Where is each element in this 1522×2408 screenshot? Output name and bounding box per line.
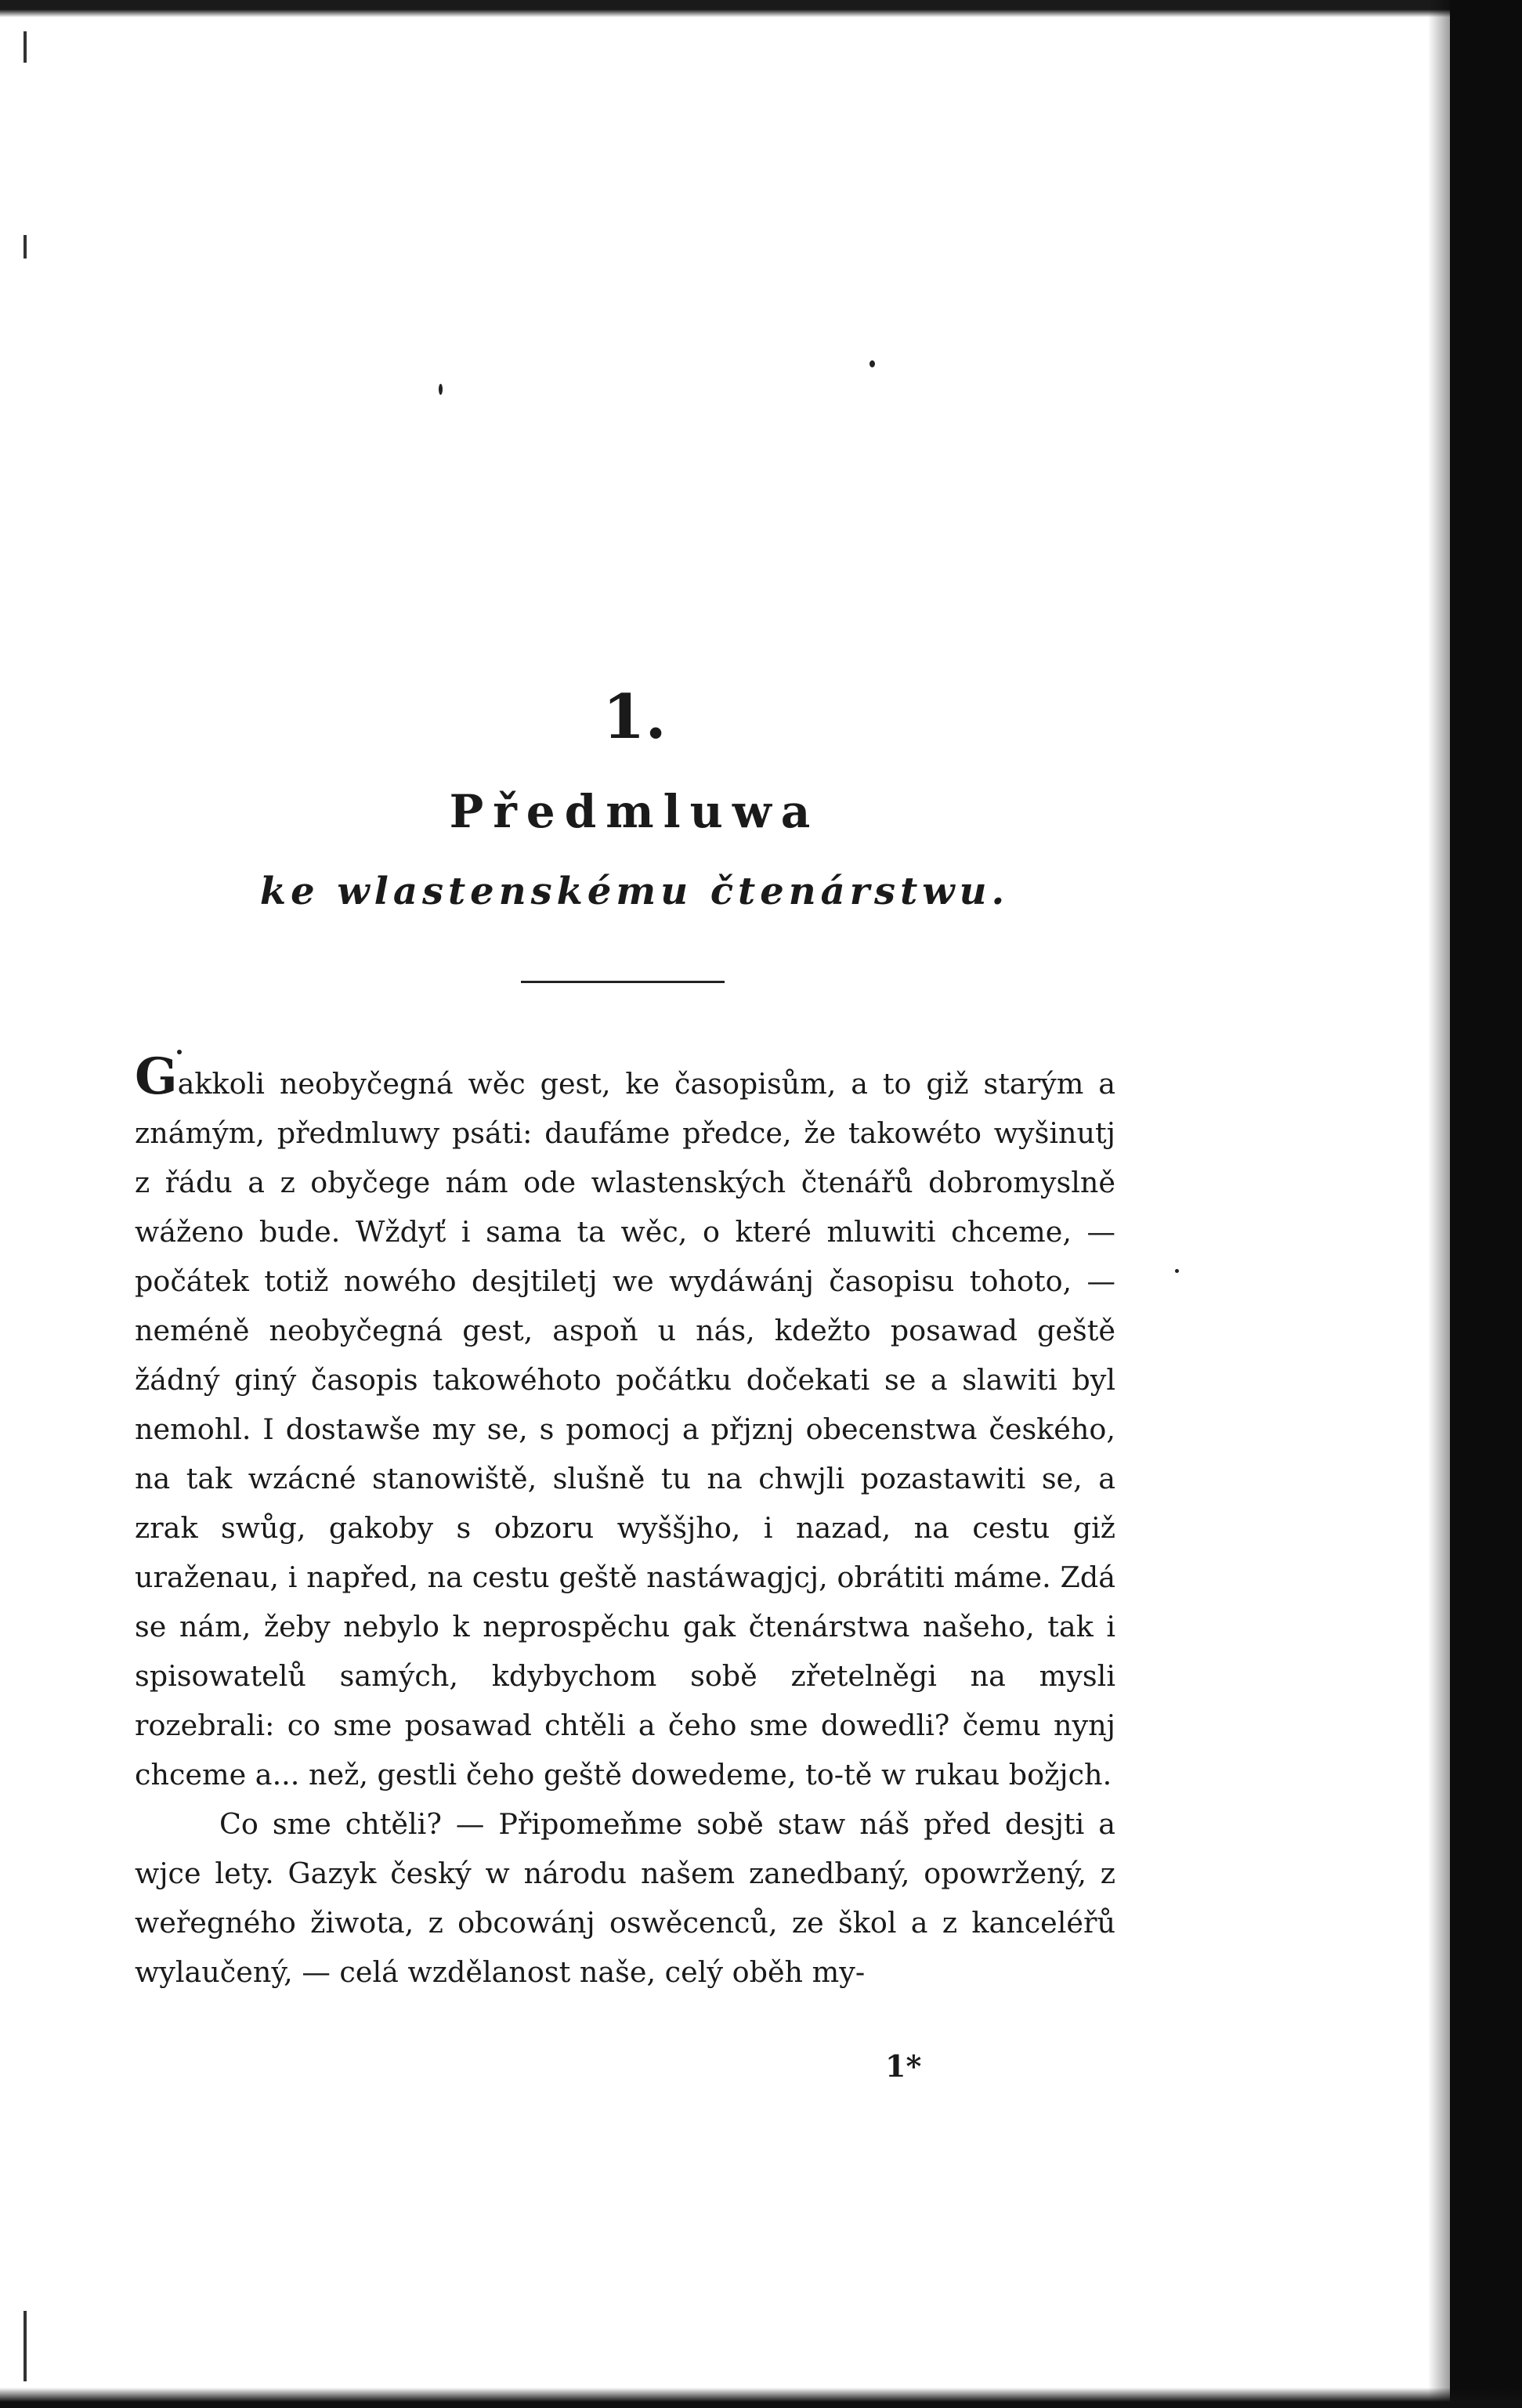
margin-mark — [23, 31, 27, 63]
scan-speck — [1175, 1269, 1179, 1273]
paragraph-1 — [135, 1047, 1115, 1799]
sheet-signature: 1* — [885, 2048, 922, 2084]
margin-mark — [23, 235, 27, 259]
body-text — [135, 1047, 1115, 1997]
page-edge-bottom — [0, 2388, 1522, 2408]
page-subtitle: ke wlastenskému čtenárstwu. — [259, 870, 1010, 913]
page-edge-top — [0, 0, 1522, 17]
paragraph-2: Co sme chtěli? — Připomeňme sobě staw náš před desjti a wjce lety. Gazyk český w národu našem zanedbaný, opowržený, z weřegného žiwota, z obcowánj oswěcenců, ze škol a z kanceléřů wylaučený, — celá wzdělanost naše, celý oběh my- — [135, 1807, 1115, 1989]
scan-speck — [869, 360, 875, 367]
drop-cap: G — [135, 1047, 178, 1106]
title-divider — [521, 981, 725, 983]
chapter-number: 1. — [602, 682, 667, 753]
paragraph-1-text: akkoli neobyčegná wěc gest, ke časopisům, a to giž starým a známým, předmluwy psáti: daufáme předce, že takowéto wyšinutj z řádu a z obyčege nám ode wlastenských čtenářů dobromyslně wáženo bude. Wždyť i sama ta wěc, o které mluwiti chceme, — počátek totiž nowého desjtiletj we wydáwánj časopisu tohoto, — neméně neobyčegná gest, aspoň u nás, kdežto posawad geště žádný giný časopis takowéhoto počátku dočekati se a slawiti byl nemohl. I dostawše my se, s pomocj a přjznj obecenstwa českého, na tak wzácné stanowiště, slušně tu na chwjli pozastawiti se, a zrak swůg, gakoby s obzoru wyššjho, i nazad, na cestu giž uraženau, i napřed, na cestu geště nastáwagjcj, obrátiti máme. Zdá se nám, žeby nebylo k neprospěchu gak čtenárstwa našeho, tak i spisowatelů samých, kdybychom sobě zřetelněgi na mysli rozebrali: co sme posawad chtěli a čeho sme dowedli? čemu nynj chceme a... než, gestli čeho geště dowedeme, to-tě w rukau božjch. — [135, 1067, 1115, 1792]
page-title: Předmluwa — [449, 785, 820, 838]
margin-mark — [23, 2311, 27, 2381]
page-edge-right — [1450, 0, 1522, 2408]
scan-speck — [439, 384, 443, 395]
